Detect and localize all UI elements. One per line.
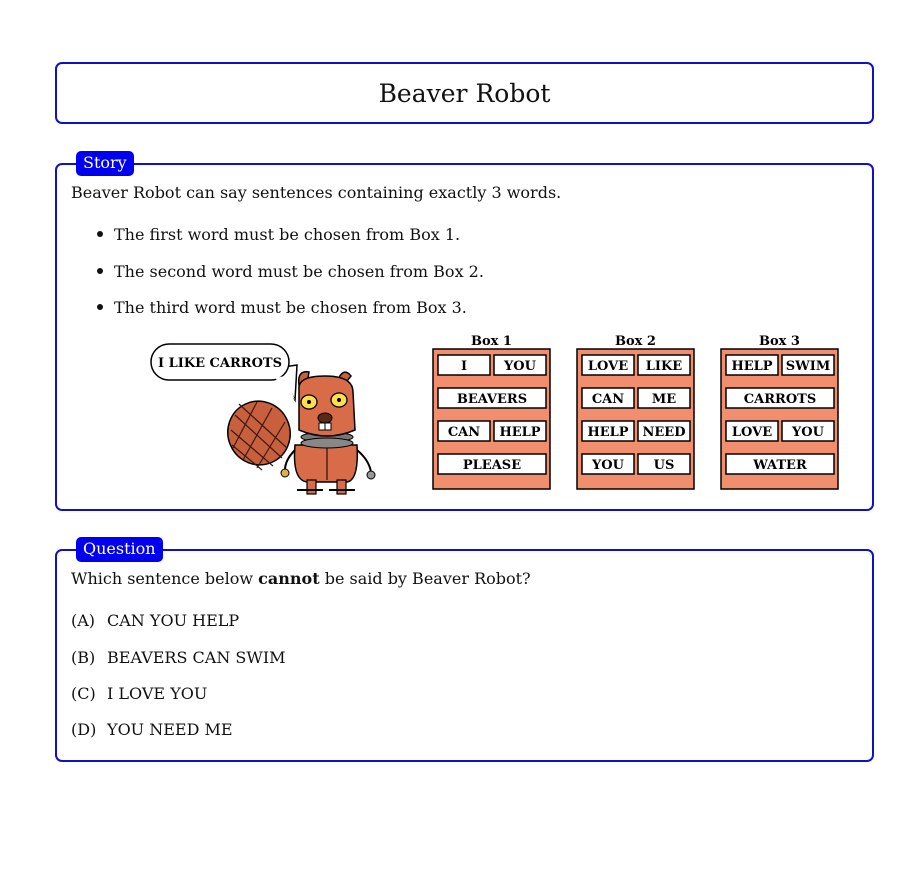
bullet-dot-icon xyxy=(97,231,103,237)
word-text: YOU xyxy=(592,458,624,473)
word-text: YOU xyxy=(792,425,824,440)
word-boxes-illustration xyxy=(147,330,831,495)
word-text: WATER xyxy=(753,458,807,473)
title-panel xyxy=(55,62,874,124)
question-panel xyxy=(55,539,874,762)
page-title: Beaver Robot xyxy=(378,78,551,108)
word-text: NEED xyxy=(642,425,686,440)
bullet-dot-icon xyxy=(97,304,103,310)
word-text: I xyxy=(460,359,468,374)
story-intro: Beaver Robot can say sentences containing exactly 3 words. xyxy=(71,183,562,202)
box-label: Box 3 xyxy=(759,334,800,349)
prompt-text: be said by Beaver Robot? xyxy=(319,569,531,588)
word-text: CAN xyxy=(591,392,625,407)
bullet-text: The second word must be chosen from Box 2. xyxy=(114,262,484,281)
bullet-text: The first word must be chosen from Box 1. xyxy=(114,225,461,244)
bullet-item xyxy=(97,298,467,318)
word-text: BEAVERS xyxy=(456,392,528,407)
option-letter: (A) xyxy=(71,611,96,630)
word-text: LOVE xyxy=(587,359,629,374)
option-d[interactable] xyxy=(71,720,233,740)
story-panel xyxy=(55,153,874,511)
bullet-dot-icon xyxy=(97,268,103,274)
prompt-text: Which sentence below xyxy=(71,569,259,588)
story-tab: Story xyxy=(76,151,134,176)
option-text: BEAVERS CAN SWIM xyxy=(107,648,286,667)
speech-bubble xyxy=(151,344,297,400)
option-letter: (B) xyxy=(71,648,96,667)
word-text: LOVE xyxy=(731,425,773,440)
option-b[interactable] xyxy=(71,648,286,668)
bullet-text: The third word must be chosen from Box 3. xyxy=(114,298,467,317)
word-text: HELP xyxy=(587,425,629,440)
option-letter: (D) xyxy=(71,720,97,739)
prompt-emphasis: cannot xyxy=(258,569,320,588)
word-text: CAN xyxy=(447,425,481,440)
box-label: Box 1 xyxy=(471,334,512,349)
word-boxes xyxy=(433,334,838,489)
question-prompt xyxy=(71,569,531,589)
option-text: I LOVE YOU xyxy=(107,684,208,703)
word-text: ME xyxy=(651,392,677,407)
option-text: YOU NEED ME xyxy=(107,720,233,739)
bullet-item xyxy=(97,225,460,245)
word-text: HELP xyxy=(731,359,773,374)
word-text: YOU xyxy=(504,359,536,374)
option-letter: (C) xyxy=(71,684,96,703)
word-text: PLEASE xyxy=(462,458,522,473)
bullet-item xyxy=(97,262,484,282)
word-text: US xyxy=(653,458,675,473)
word-text: CARROTS xyxy=(743,392,817,407)
option-a[interactable] xyxy=(71,611,239,631)
option-text: CAN YOU HELP xyxy=(107,611,240,630)
option-c[interactable] xyxy=(71,684,207,704)
word-text: SWIM xyxy=(785,359,831,374)
question-tab: Question xyxy=(76,537,163,562)
word-text: HELP xyxy=(499,425,541,440)
box-label: Box 2 xyxy=(615,334,656,349)
word-text: LIKE xyxy=(645,359,683,374)
speech-text: I LIKE CARROTS xyxy=(158,356,282,371)
